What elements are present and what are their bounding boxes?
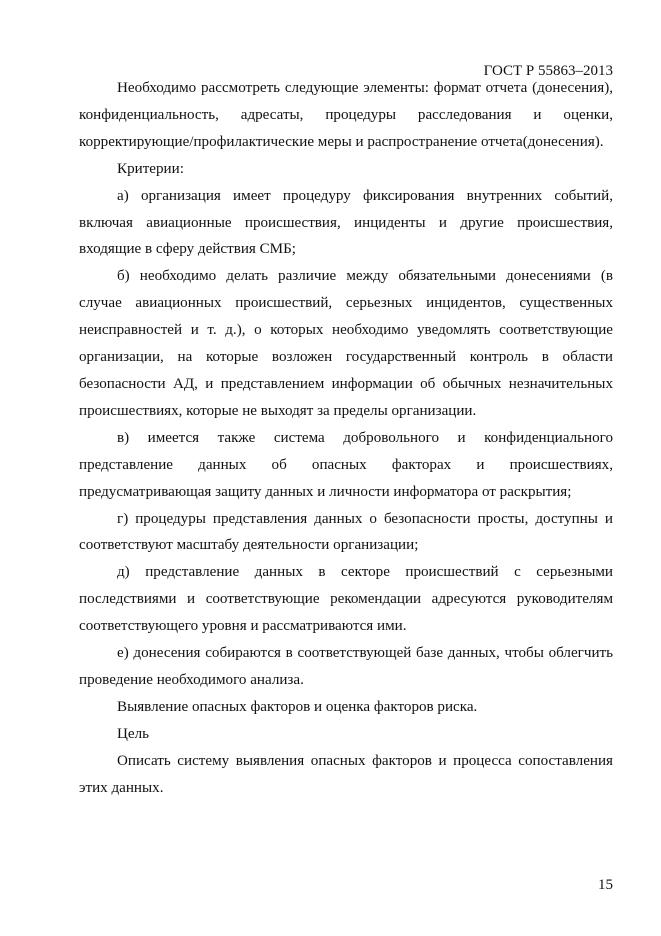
standard-header: ГОСТ Р 55863–2013 <box>483 63 613 79</box>
document-body <box>79 75 613 801</box>
paragraph-elements: Необходимо рассмотреть следующие элементы: формат отчета (донесения), конфиденциальность, адресаты, процедуры расследования и оценки, корректирующие/профилактические меры и распространение отчета(донесения). <box>79 80 613 150</box>
list-item-b: б) необходимо делать различие между обязательными донесениями (в случае авиационных происшествий, серьезных инцидентов, существенных неисправностей и т. д.), о которых необходимо уведомлять соответствующие организации, на которые возложен государственный контроль в области безопасности АД, и представлением информации об обычных незначительных происшествиях, которые не выходят за пределы организации. <box>79 268 613 419</box>
section-title: Выявление опасных факторов и оценка факторов риска. <box>117 698 478 715</box>
paragraph-criteria-heading: Критерии: <box>117 160 184 177</box>
list-item-v: в) имеется также система добровольного и конфиденциального представление данных об опасных факторах и происшествиях, предусматривающая защиту данных и личности информатора от раскрытия; <box>79 429 613 500</box>
goal-heading: Цель <box>117 725 150 742</box>
list-item-e: е) донесения собираются в соответствующей базе данных, чтобы облегчить проведение необходимого анализа. <box>79 645 613 688</box>
list-item-a: а) организация имеет процедуру фиксирования внутренних событий, включая авиационные происшествия, инциденты и другие происшествия, входящие в сферу действия СМБ; <box>79 187 613 258</box>
list-item-d: д) представление данных в секторе происшествий с серьезными последствиями и соответствующие рекомендации адресуются руководителям соответствующего уровня и рассматриваются ими. <box>79 564 613 635</box>
list-item-g: г) процедуры представления данных о безопасности просты, доступны и соответствуют масштабу деятельности организации; <box>79 510 613 554</box>
goal-text: Описать систему выявления опасных факторов и процесса сопоставления этих данных. <box>79 752 613 796</box>
page-number: 15 <box>598 877 613 893</box>
